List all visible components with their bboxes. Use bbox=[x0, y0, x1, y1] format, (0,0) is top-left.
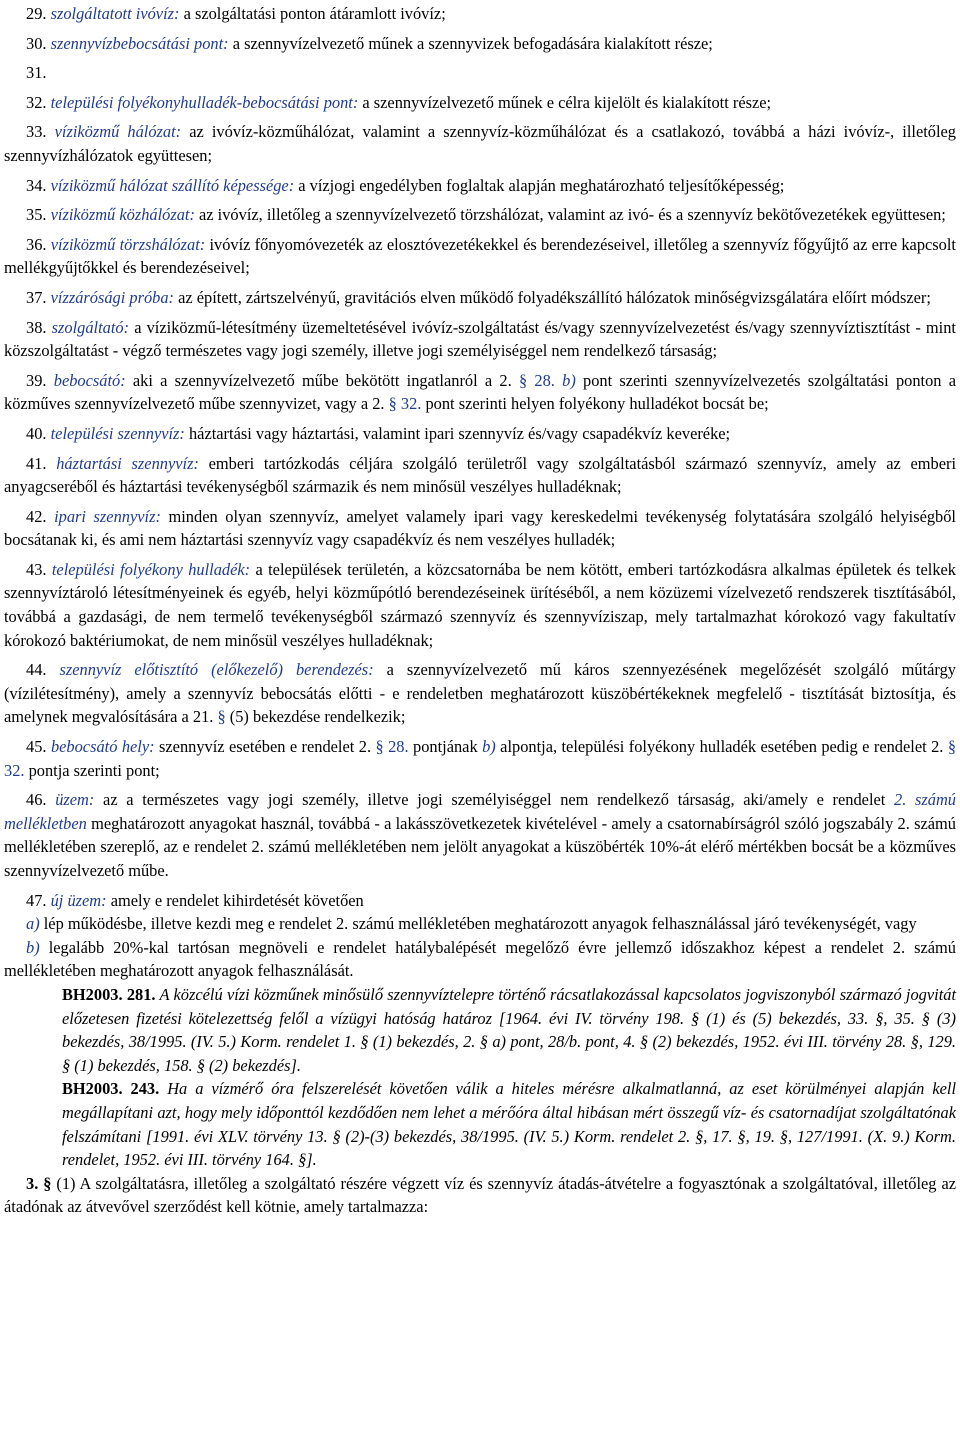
item-number: 42. bbox=[26, 506, 47, 526]
definition-37 bbox=[4, 286, 956, 310]
definition-32 bbox=[4, 91, 956, 115]
item-number: 40. bbox=[26, 423, 47, 443]
definition-42 bbox=[4, 505, 956, 552]
definition-text: a szennyvízelvezető műnek e célra kijelölt és kialakított része; bbox=[358, 92, 772, 112]
definition-43 bbox=[4, 558, 956, 652]
section-number: 3. § bbox=[26, 1173, 52, 1193]
term: víziközmű közhálózat: bbox=[50, 205, 195, 225]
definition-text: a szennyvízelvezető műnek a szennyvizek befogadására kialakított része; bbox=[228, 33, 713, 53]
definition-47-b bbox=[4, 936, 956, 983]
term: települési folyékonyhulladék-bebocsátási pont: bbox=[50, 92, 359, 112]
point-reference-link[interactable]: b) bbox=[482, 737, 496, 757]
item-number: 37. bbox=[26, 287, 47, 307]
definition-40 bbox=[4, 422, 956, 446]
definition-47 bbox=[4, 889, 956, 913]
definition-38 bbox=[4, 316, 956, 363]
term: bebocsátó: bbox=[53, 370, 126, 390]
item-number: 43. bbox=[26, 559, 47, 579]
definition-text: a víziközmű-létesítmény üzemeltetésével ivóvíz-szolgáltatást és/vagy szennyvízelvezetést és/vagy szennyvíztisztítást - mint közszolgáltatást - végző természetes vagy jogi személy, illetve jogi személyiséggel nem rendelkező társaság; bbox=[4, 317, 956, 361]
item-number: 29. bbox=[26, 4, 47, 23]
term: szennyvízbebocsátási pont: bbox=[50, 33, 229, 53]
definition-text: a vízjogi engedélyben foglaltak alapján meghatározható teljesítőképesség; bbox=[294, 175, 785, 195]
item-number: 33. bbox=[26, 122, 47, 142]
item-number: 34. bbox=[26, 175, 47, 195]
definition-text: aki a szennyvízelvezető műbe bekötött ingatlanról a 2. bbox=[125, 370, 519, 390]
term: ipari szennyvíz: bbox=[54, 506, 161, 526]
item-number: 41. bbox=[26, 453, 47, 473]
item-number: 38. bbox=[26, 317, 47, 337]
definition-text: a szolgáltatási ponton átáramlott ivóvíz; bbox=[179, 4, 446, 23]
court-decision-id[interactable]: BH2003. 243. bbox=[62, 1079, 160, 1099]
section-reference-link[interactable]: § 28. bbox=[375, 737, 409, 757]
item-number: 46. bbox=[26, 790, 47, 810]
section-3 bbox=[4, 1172, 956, 1219]
term: szolgáltatott ivóvíz: bbox=[50, 4, 180, 23]
term: új üzem: bbox=[50, 890, 107, 910]
definition-text: (5) bekezdése rendelkezik; bbox=[225, 707, 406, 727]
definition-45 bbox=[4, 735, 956, 782]
definition-30 bbox=[4, 32, 956, 56]
court-decision-1 bbox=[62, 983, 956, 1077]
court-decision-2 bbox=[62, 1077, 956, 1171]
definition-text: ivóvíz főnyomóvezeték az elosztóvezetékekkel és berendezéseivel, illetőleg a szennyvíz főgyűjtő az erre kapcsolt mellékgyűjtőkkel és berendezéseivel; bbox=[4, 234, 956, 278]
definition-31 bbox=[4, 61, 956, 85]
item-number: 36. bbox=[26, 234, 47, 254]
court-decision-text: Ha a vízmérő óra felszerelését követően válik a hiteles mérésre alkalmatlanná, az eset körülményei alapján kell megállapítani azt, hogy mely időponttól kezdődően nem lehet a mérőóra által hibásan mért összegű víz- és csatornadíjat szolgáltatónak felszámítani [1991. évi XLV. törvény 13. § (2)-(3) bekezdés, 38/1995. (IV. 5.) Korm. rendelet 2. §, 17. §, 19. §, 127/1991. (X. 9.) Korm. rendelet, 1952. évi III. törvény 164. §]. bbox=[62, 1079, 956, 1170]
definition-text: minden olyan szennyvíz, amelyet valamely ipari vagy kereskedelmi tevékenység folytatására szolgáló helyiségből bocsátanak ki, és ami nem háztartási szennyvíz vagy csapadékvíz és nem veszélyes hulladék; bbox=[4, 506, 956, 550]
item-number: 44. bbox=[26, 660, 47, 680]
definition-41 bbox=[4, 452, 956, 499]
definition-text: alpontja, települési folyékony hulladék esetében pedig e rendelet 2. bbox=[495, 737, 948, 757]
section-reference-link[interactable]: § 32. bbox=[388, 394, 422, 414]
item-number: 35. bbox=[26, 205, 47, 225]
definition-34 bbox=[4, 174, 956, 198]
definition-text: az ivóvíz-közműhálózat, valamint a szennyvíz-közműhálózat és a csatlakozó, továbbá a házi ivóvíz-, illetőleg szennyvízhálózatok együttesen; bbox=[4, 122, 956, 165]
item-number: 45. bbox=[26, 737, 47, 757]
document-page bbox=[4, 0, 956, 1219]
definition-text: az épített, zártszelvényű, gravitációs elven működő folyadékszállító hálózatok minőségvizsgálatára előírt módszer; bbox=[174, 287, 931, 307]
definition-text: a települések területén, a közcsatornába be nem kötött, emberi tartózkodásra alkalmas épületek és telkek szennyvíztároló létesítményeinek és egyéb, helyi közműpótló berendezéseinek ürítéséből, a nem közüzemi vízelvezető rendszerek tisztításából, továbbá a gazdasági, de nem termelő tevékenységből származó szennyvíz és szennyvíziszap, mely tartalmazhat kórokozó vagy fakultatív kórokozó baktériumokat, de nem minősül veszélyes hulladéknak; bbox=[4, 559, 956, 650]
term: bebocsátó hely: bbox=[50, 737, 155, 757]
definition-text: az a természetes vagy jogi személy, illetve jogi személyiséggel nem rendelkező társaság, aki/amely e rendelet bbox=[94, 790, 895, 810]
definition-text: pont szerinti helyen folyékony hulladékot bocsát be; bbox=[421, 394, 769, 414]
definition-text: amely e rendelet kihirdetését követően bbox=[106, 890, 364, 910]
definition-text: háztartási vagy háztartási, valamint ipari szennyvíz és/vagy csapadékvíz keveréke; bbox=[184, 423, 731, 443]
term: háztartási szennyvíz: bbox=[56, 453, 199, 473]
court-decision-text: A közcélú vízi közműnek minősülő szennyvíztelepre történő rácsatlakozással kapcsolatos jogviszonyból származó jogvitát előzetesen fizetési kötelezettség felől a vízügyi hatóság határoz [1964. évi IV. törvény 198. § (1) és (5) bekezdés, 33. §, 35. § (3) bekezdés, 38/1995. (IV. 5.) Korm. rendelet 1. § (1) bekezdés, 2. § a) pont, 28/b. pont, 4. § (2) bekezdés, 1952. évi III. törvény 28. §, 129. § (1) bekezdés, 158. § (2) bekezdés]. bbox=[62, 984, 956, 1075]
item-number: 32. bbox=[26, 92, 47, 112]
court-decision-id[interactable]: BH2003. 281. bbox=[62, 984, 156, 1004]
section-text: (1) A szolgáltatásra, illetőleg a szolgáltató részére végzett víz és szennyvíz átadás-átvételre a fogyasztónak a szolgáltatóval, illetőleg az átadónak az átvevővel szerződést kell kötnie, amely tartalmazza: bbox=[4, 1173, 956, 1217]
definition-39 bbox=[4, 369, 956, 416]
term: víziközmű hálózat: bbox=[54, 122, 182, 142]
definition-text: a szennyvízelvezető mű káros szennyezésének megelőzését szolgáló műtárgy (vízilétesítmény), amely a szennyvíz bebocsátás előtti - e rendeletben meghatározott küszöbértékeknek megfelelő - tisztítását biztosítja, és amelynek megvalósítására a 21. bbox=[4, 660, 956, 727]
definition-46 bbox=[4, 788, 956, 882]
term: települési folyékony hulladék: bbox=[51, 559, 251, 579]
definition-text: az ivóvíz, illetőleg a szennyvízelvezető törzshálózat, valamint az ivó- és a szennyvíz bekötővezetékek együttesen; bbox=[194, 205, 946, 225]
term: szennyvíz előtisztító (előkezelő) berendezés: bbox=[59, 660, 374, 680]
item-number: 30. bbox=[26, 33, 47, 53]
section-reference-link[interactable]: § bbox=[217, 707, 226, 727]
term: települési szennyvíz: bbox=[50, 423, 185, 443]
term: vízzárósági próba: bbox=[50, 287, 175, 307]
definition-text: pontja szerinti pont; bbox=[24, 760, 160, 780]
item-number: 47. bbox=[26, 890, 47, 910]
definition-35 bbox=[4, 203, 956, 227]
definition-text: emberi tartózkodás céljára szolgáló területről vagy szolgáltatásból származó szennyvíz, amely az emberi anyagcseréből és háztartási tevékenységből származik és nem minősül veszélyes hulladéknak; bbox=[4, 453, 956, 497]
definition-44 bbox=[4, 658, 956, 729]
definition-text: pont szerinti szennyvízelvezetés szolgáltatási ponton a közműves szennyvízelvezető műbe szennyvizet, vagy a 2. bbox=[4, 370, 957, 414]
term: víziközmű hálózat szállító képessége: bbox=[50, 175, 295, 195]
section-reference-link[interactable]: § 32. bbox=[4, 737, 957, 780]
definition-36 bbox=[4, 233, 956, 280]
definition-text: meghatározott anyagokat használ, továbbá - a lakásszövetkezetek kivételével - amely a csatornabírságról szóló jogszabály 2. számú mellékletében szereplő, az e rendelet 2. számú mellékletében nem jelölt anyagokat a küszöbérték 10%-át elérő mértékben bocsát be a közműves szennyvízelvezető műbe. bbox=[4, 813, 956, 880]
definition-text: legalább 20%-kal tartósan megnöveli e rendelet hatálybalépését megelőző évre jellemző időszakhoz képest a rendelet 2. számú mellékletében meghatározott anyagok felhasználását. bbox=[4, 937, 956, 981]
point-reference-link[interactable]: b) bbox=[562, 370, 576, 390]
definition-text: szennyvíz esetében e rendelet 2. bbox=[154, 737, 376, 757]
sub-point-label: b) bbox=[26, 937, 40, 957]
section-reference-link[interactable]: § 28. bbox=[518, 370, 555, 390]
term: üzem: bbox=[55, 790, 95, 810]
definition-text: pontjának bbox=[408, 737, 483, 757]
item-number: 31. bbox=[26, 63, 47, 83]
definition-29 bbox=[4, 2, 956, 26]
item-number: 39. bbox=[26, 370, 47, 390]
definition-33 bbox=[4, 120, 956, 167]
term: víziközmű törzshálózat: bbox=[50, 234, 206, 254]
sub-point-label: a) bbox=[26, 914, 40, 934]
term: szolgáltató: bbox=[51, 317, 130, 337]
annex-reference-link[interactable]: 2. számú mellékletben bbox=[4, 790, 956, 833]
definition-47-a bbox=[4, 912, 956, 936]
definition-text: lép működésbe, illetve kezdi meg e rendelet 2. számú mellékletében meghatározott anyagok felhasználással járó tevékenységét, vagy bbox=[39, 914, 917, 934]
